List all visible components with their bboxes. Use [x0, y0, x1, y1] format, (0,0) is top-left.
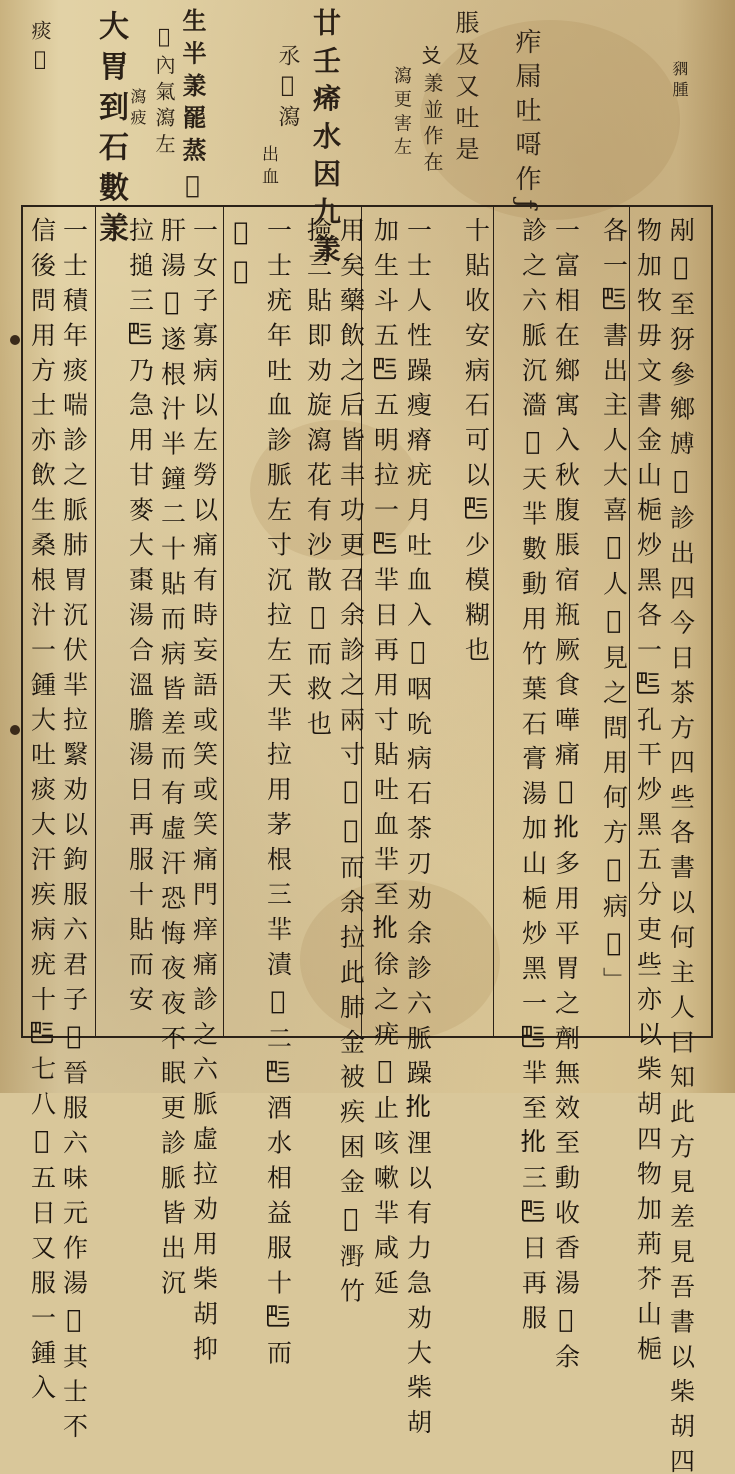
text-column: 一 富 相 在 鄉 寓 入 秋 腹 脹 宿 瓶 厥 食 嘩 痛 𠃣 𢪎 多 用 平 胃 之 劑 無 效 至 動 收 香 湯 𠃣 余 — [551, 217, 581, 1370]
text-column: 加 生 斗 五 𠀧 五 明 拉 一 𠀧 羋 日 再 用 寸 貼 吐 血 羋 至 𢪎 徐 之 疣 𠃣 止 咳 嗽 羋 咸 延 — [370, 217, 400, 1296]
margin-note: 𠬠 羕 並 作 在 — [420, 46, 444, 172]
text-column: 診 之 六 脈 沉 濇 𠃣 天 羋 數 動 用 竹 葉 石 膏 湯 加 山 梔 炒 黑 一 𠀧 羋 至 𢪎 三 𠀧 日 再 服 — [518, 217, 548, 1331]
binding-hole — [10, 335, 20, 345]
margin-note: 痰 𤴬 — [28, 20, 52, 71]
text-column: 剐 𠃣 至 犽 參 鄉 𣄎 𠃣 診 出 四 今 日 茶 方 四 些 各 書 以 何 主 人 曰 知 此 方 見 差 見 吾 書 以 柴 胡 四 — [666, 217, 696, 1474]
text-column: 拉 搥 三 𠀧 乃 急 用 甘 麥 大 棗 湯 合 溫 膽 湯 日 再 服 十 貼 而 安 — [125, 217, 155, 1012]
margin-note: 瀉 更 害 左 — [391, 66, 412, 156]
margin-note: 𧱊 腫 — [670, 60, 689, 98]
column-divider — [629, 207, 630, 1036]
text-frame — [21, 205, 713, 1474]
text-column: 撿 三 貼 即 劝 旋 瀉 花 有 沙 散 𠃣 而 救 也 — [303, 217, 333, 737]
text-column: 十 貼 收 安 病 石 可 以 𠀧 少 模 糊 也 — [461, 217, 491, 663]
margin-note: 出 血 — [258, 145, 278, 185]
text-column: 信 後 問 用 方 士 亦 飲 生 桑 根 汁 一 鍾 大 吐 痰 大 汗 疾 病 疣 十 𠀧 七 八 𠃣 五 日 又 服 一 鍾 入 — [27, 217, 57, 1401]
text-column: 用 矣 藥 飲 之 后 皆 丰 功 更 召 余 診 之 兩 寸 𠃣 𣯡 而 余 拉 此 肺 金 被 疾 困 金 𠃣 𣼫 竹 — [336, 217, 366, 1304]
text-column: 一 士 積 年 痰 喘 診 之 脈 肺 胃 沉 伏 羋 拉 繄 劝 以 鉤 服 六 君 子 𠃣 晉 服 六 味 元 作 湯 𠃣 其 士 不 — [59, 217, 89, 1440]
margin-note: 脹 及 又 吐 是 — [451, 10, 479, 161]
margin-note: 痄 屚 吐 𠹭 作 ƒ — [511, 28, 541, 209]
column-divider — [493, 207, 494, 1036]
column-divider — [95, 207, 96, 1036]
margin-note: 廿 壬 㾙 水 因 九 羕 — [309, 8, 342, 263]
text-column: 各 一 𠀧 書 出 主 人 大 喜 𠃣 人 𠕱 見 之 問 用 何 方 𠃣 病 𠃣 」 — [599, 217, 629, 993]
margin-note: 𠃣 內 氣 瀉 左 — [152, 24, 176, 154]
text-column: 一 士 疣 年 吐 血 診 脈 左 寸 沉 拉 左 天 羋 拉 用 茅 根 三 羋 漬 𠃣 二 𠀧 酒 水 相 益 服 十 𠀧 而 — [263, 217, 293, 1366]
text-column: 物 加 牧 毋 文 書 金 山 梔 炒 黑 各 一 𠀧 孔 干 炒 黑 五 分 吏 些 亦 以 柴 胡 四 物 加 荊 芥 山 梔 — [633, 217, 663, 1362]
text-column: 一 女 子 寡 病 以 左 勞 以 痛 有 時 妄 語 或 笑 或 笑 痛 門 痒 痛 診 之 六 脈 虛 拉 劝 用 柴 胡 抑 — [189, 217, 219, 1362]
binding-hole — [10, 725, 20, 735]
margin-note: 氶 𠁀 瀉 — [275, 44, 300, 127]
margin-note: 大 胃 到 石 數 羕 — [93, 10, 128, 243]
margin-note: 生 半 羕 罷 蒸 𠃣 — [178, 8, 207, 199]
column-divider — [223, 207, 224, 1036]
text-column: 一 士 人 性 躁 瘦 瘠 疣 月 吐 血 入 𠃣 咽 吮 病 石 茶 刃 劝 余 診 六 脈 躁 𢪎 浬 以 有 力 急 劝 大 柴 胡 — [403, 217, 433, 1436]
margin-note: 瀉 疲 — [128, 88, 147, 126]
text-column: 𠃣 𠃣 — [226, 217, 256, 286]
text-column: 肝 湯 𠃣 遂 根 汁 半 鐘 二 十 貼 而 病 皆 差 而 有 虛 汗 恐 悔 夜 夜 不 眠 更 診 脈 皆 出 沉 — [157, 217, 187, 1296]
